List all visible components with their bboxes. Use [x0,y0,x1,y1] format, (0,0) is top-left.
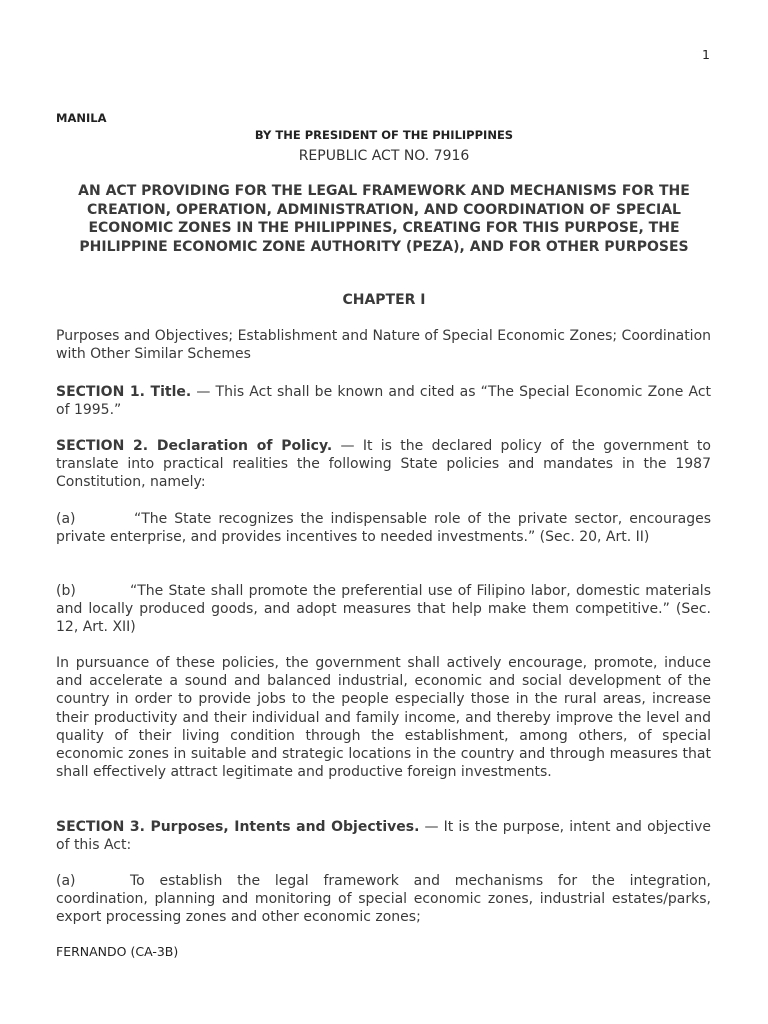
item-text: To establish the legal framework and mechanisms for the integration, coordination, planning and monitoring of special economic zones, industrial estates/parks, export processing zones and other economic zones; [56,873,711,926]
section-2-item-b [56,582,711,637]
section-1-heading: SECTION 1. Title. [56,384,192,400]
section-3-heading: SECTION 3. Purposes, Intents and Objectives. [56,819,420,835]
chapter-heading: CHAPTER I [342,292,426,308]
place-label: MANILA [56,111,107,125]
section-2-item-a [56,510,711,546]
item-text: “The State recognizes the indispensable role of the private sector, encourages private enterprise, and provides incentives to needed investments.” (Sec. 20, Art. II) [56,511,711,546]
section-3 [56,818,711,854]
page-number: 1 [702,47,710,62]
act-title: AN ACT PROVIDING FOR THE LEGAL FRAMEWORK AND MECHANISMS FOR THE CREATION, OPERATION, ADMINISTRATION, AND COORDINATION OF SPECIAL ECONOMIC ZONES IN THE PHILIPPINES, CREATING FOR THIS PURPOSE, THE PHILIPPINE ECONOMIC ZONE AUTHORITY (PEZA), AND FOR OTHER PURPOSES [78,183,690,255]
section-2 [56,437,711,492]
item-text: “The State shall promote the preferential use of Filipino labor, domestic materials and locally produced goods, and adopt measures that help make them competitive.” (Sec. 12, Art. XII) [56,583,711,636]
section-1 [56,383,711,419]
section-2-text: — It is the declared policy of the government to translate into practical realities the following State policies and mandates in the 1987 Constitution, namely: [56,438,711,491]
section-2-heading: SECTION 2. Declaration of Policy. [56,438,333,454]
item-label: (b) [56,583,76,599]
section-3-text: — It is the purpose, intent and objective of this Act: [56,819,711,854]
act-number: REPUBLIC ACT NO. 7916 [298,148,470,164]
section-3-item-a [56,872,711,927]
section-2-pursuance: In pursuance of these policies, the government shall actively encourage, promote, induce and accelerate a sound and balanced industrial, economic and social development of the country in order to provide jobs to the people especially those in the rural areas, increase their productivity and their individual and family income, and thereby improve the level and quality of their living condition through the establishment, among others, of special economic zones in suitable and strategic locations in the country and through measures that shall effectively attract legitimate and productive foreign investments. [56,655,711,781]
by-line: BY THE PRESIDENT OF THE PHILIPPINES [254,128,514,142]
item-label: (a) [56,511,76,527]
item-label: (a) [56,873,76,889]
chapter-subtitle: Purposes and Objectives; Establishment and Nature of Special Economic Zones; Coordination with Other Similar Schemes [56,328,712,363]
section-1-text: — This Act shall be known and cited as “The Special Economic Zone Act of 1995.” [56,384,712,419]
footer-initials: FERNANDO (CA-3B) [56,944,179,959]
